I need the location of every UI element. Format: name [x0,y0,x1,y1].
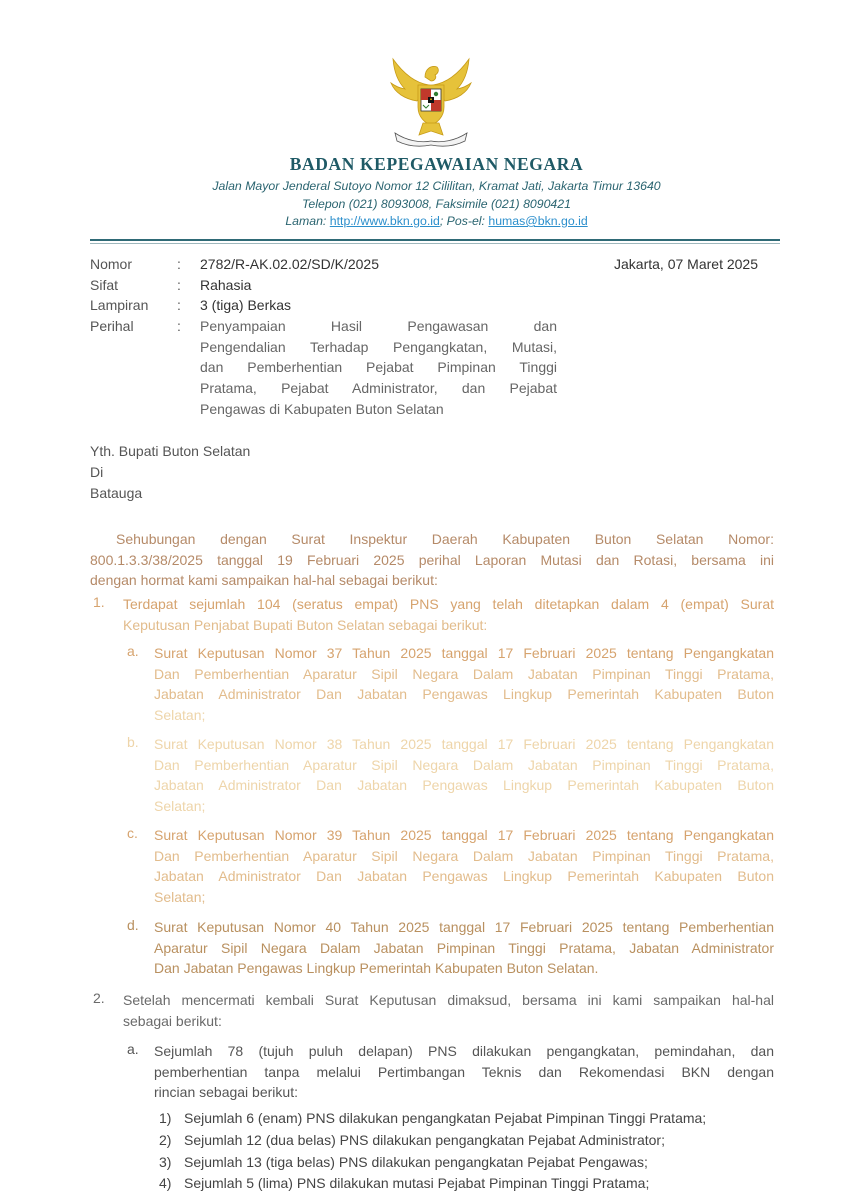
letter-date: Jakarta, 07 Maret 2025 [614,256,758,272]
perihal-line: Pratama, Pejabat Administrator, dan Pejabat [200,380,557,397]
website-link[interactable]: http://www.bkn.go.id [329,214,440,228]
sifat-label: Sifat [90,277,119,293]
perihal-value [200,316,557,420]
point-2a-letter: a. [127,1041,139,1057]
item-line: Selatan; [154,706,206,723]
garuda-pancasila-emblem [385,55,477,147]
point-1-line: Terdapat sejumlah 104 (seratus empat) PNS yang telah ditetapkan dalam 4 (empat) Surat [123,596,774,612]
perihal-line: Pengawas di Kabupaten Buton Selatan [200,400,444,417]
subitem-number: 4) [159,1175,172,1191]
organization-name: BADAN KEPEGAWAIAN NEGARA [289,154,584,174]
item-line: Surat Keputusan Nomor 40 Tahun 2025 tanggal 17 Februari 2025 tentang Pemberhentian [154,919,774,935]
point-2-text [123,990,774,1031]
letterhead-divider-thin [90,243,780,244]
colon: : [177,297,181,313]
email-link[interactable]: humas@bkn.go.id [488,214,588,228]
point-2-line: sebagai berikut: [123,1012,222,1029]
point-2a-line: rincian sebagai berikut: [154,1084,298,1101]
item-a-text [154,643,774,725]
web-label: Laman: [285,214,330,228]
addressee-name: Yth. Bupati Buton Selatan [90,443,251,459]
email-label: ; Pos-el: [439,214,489,228]
nomor-label: Nomor [90,256,133,272]
org-address: Jalan Mayor Jenderal Sutoyo Nomor 12 Cililitan, Kramat Jati, Jakarta Timur 13640 [212,179,661,193]
lampiran-value: 3 (tiga) Berkas [200,297,292,313]
point-1-text [123,594,774,635]
nomor-value: 2782/R-AK.02.02/SD/K/2025 [200,256,380,272]
point-1-number: 1. [93,594,105,610]
item-line: Surat Keputusan Nomor 38 Tahun 2025 tanggal 17 Februari 2025 tentang Pengangkatan [154,736,774,752]
subitem-text: Sejumlah 12 (dua belas) PNS dilakukan pengangkatan Pejabat Administrator; [184,1132,665,1148]
item-line: Dan Pemberhentian Aparatur Sipil Negara Dalam Jabatan Pimpinan Tinggi Pratama, [154,665,774,682]
item-d-text [154,917,774,979]
point-2a-line: pemberhentian tanpa melalui Pertimbangan Teknis dan Rekomendasi BKN dengan [154,1063,774,1080]
perihal-line: dan Pemberhentian Pejabat Pimpinan Tinggi [200,359,557,376]
colon: : [177,256,181,272]
item-line: Jabatan Administrator Dan Jabatan Pengawas Lingkup Pemerintah Kabupaten Buton [154,868,774,885]
item-line: Jabatan Administrator Dan Jabatan Pengawas Lingkup Pemerintah Kabupaten Buton [154,777,774,794]
point-2-line: Setelah mencermati kembali Surat Keputusan dimaksud, bersama ini kami sampaikan hal-hal [123,992,774,1008]
intro-line: 800.1.3.3/38/2025 tanggal 19 Februari 2025 perihal Laporan Mutasi dan Rotasi, bersama ini [90,551,774,568]
addressee-place: Batauga [90,485,143,501]
intro-line: Sehubungan dengan Surat Inspektur Daerah Kabupaten Buton Selatan Nomor: [116,531,774,547]
item-a-letter: a. [127,643,139,659]
subitem-number: 3) [159,1154,172,1170]
org-phone: Telepon (021) 8093008, Faksimile (021) 8090421 [302,197,571,211]
perihal-line: Pengendalian Terhadap Pengangkatan, Mutasi, [200,338,557,355]
item-line: Surat Keputusan Nomor 37 Tahun 2025 tanggal 17 Februari 2025 tentang Pengangkatan [154,645,774,661]
colon: : [177,318,181,334]
subitem-number: 1) [159,1110,172,1126]
intro-line: dengan hormat kami sampaikan hal-hal sebagai berikut: [90,572,438,589]
item-line: Dan Jabatan Pengawas Lingkup Pemerintah Kabupaten Buton Selatan. [154,960,599,977]
item-line: Surat Keputusan Nomor 39 Tahun 2025 tanggal 17 Februari 2025 tentang Pengangkatan [154,827,774,843]
subitem-number: 2) [159,1132,172,1148]
subitem-text: Sejumlah 5 (lima) PNS dilakukan mutasi Pejabat Pimpinan Tinggi Pratama; [184,1175,650,1191]
point-1-line: Keputusan Penjabat Bupati Buton Selatan sebagai berikut: [123,616,488,633]
perihal-label: Perihal [90,318,134,334]
sifat-value: Rahasia [200,277,252,293]
perihal-line: Penyampaian Hasil Pengawasan dan [200,318,557,334]
intro-paragraph [90,529,774,591]
subitem-text: Sejumlah 6 (enam) PNS dilakukan pengangkatan Pejabat Pimpinan Tinggi Pratama; [184,1110,707,1126]
org-contact [0,214,853,228]
letterhead-divider [90,239,780,241]
point-2a-text [154,1041,774,1103]
item-line: Aparatur Sipil Negara Dalam Jabatan Pimpinan Tinggi Pratama, Jabatan Administrator [154,939,774,956]
item-b-text [154,734,774,816]
point-2-number: 2. [93,990,105,1006]
item-b-letter: b. [127,734,139,750]
addressee-di: Di [90,464,104,480]
item-line: Jabatan Administrator Dan Jabatan Pengawas Lingkup Pemerintah Kabupaten Buton [154,686,774,703]
item-line: Dan Pemberhentian Aparatur Sipil Negara Dalam Jabatan Pimpinan Tinggi Pratama, [154,756,774,773]
item-d-letter: d. [127,917,139,933]
item-c-text [154,825,774,907]
item-line: Selatan; [154,888,206,905]
lampiran-label: Lampiran [90,297,149,313]
item-c-letter: c. [127,825,138,841]
colon: : [177,277,181,293]
item-line: Dan Pemberhentian Aparatur Sipil Negara Dalam Jabatan Pimpinan Tinggi Pratama, [154,847,774,864]
subitem-text: Sejumlah 13 (tiga belas) PNS dilakukan pengangkatan Pejabat Pengawas; [184,1154,648,1170]
point-2a-line: Sejumlah 78 (tujuh puluh delapan) PNS dilakukan pengangkatan, pemindahan, dan [154,1043,774,1059]
item-line: Selatan; [154,797,206,814]
